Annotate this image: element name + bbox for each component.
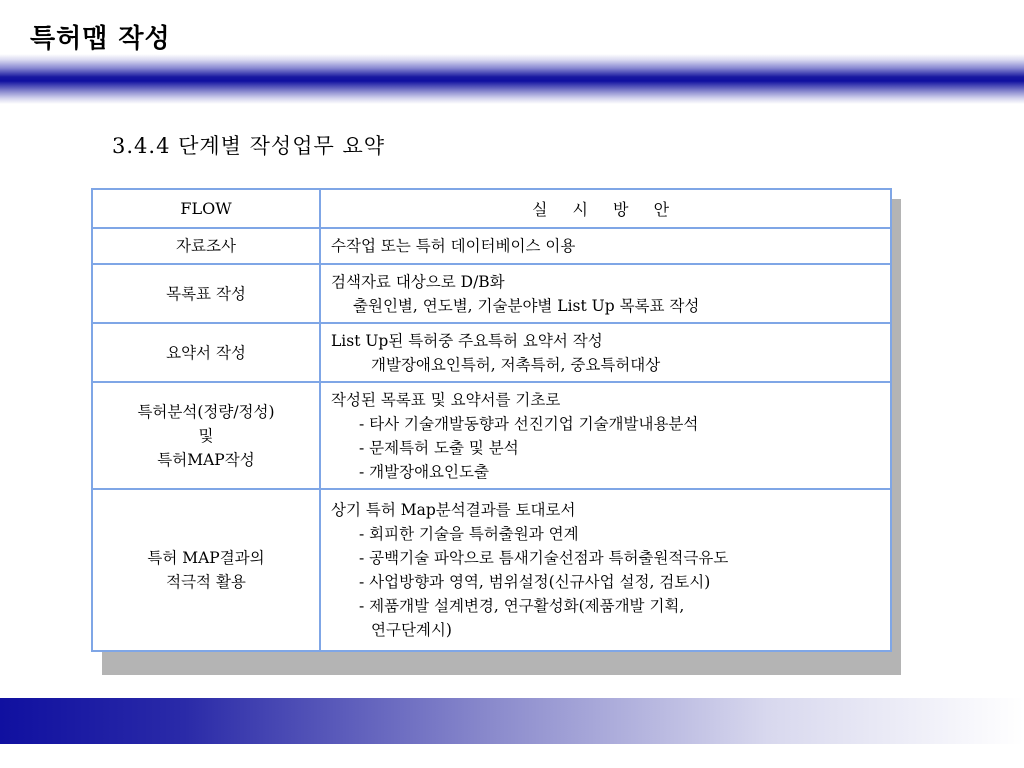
plan-line: - 공백기술 파악으로 틈새기술선점과 특허출원적극유도 <box>359 548 729 567</box>
plan-line: - 개발장애요인도출 <box>359 462 489 481</box>
plan-cell <box>320 489 891 651</box>
plan-cell <box>320 382 891 488</box>
flow-label: 및 <box>198 426 214 445</box>
plan-line: - 문제특허 도출 및 분석 <box>359 438 519 457</box>
plan-line: 작성된 목록표 및 요약서를 기초로 <box>331 390 561 409</box>
flow-label: 특허분석(정량/정성) <box>137 402 275 421</box>
plan-line: - 제품개발 설계변경, 연구활성화(제품개발 기획, <box>359 596 685 615</box>
flow-cell <box>92 489 320 651</box>
flow-label: 특허MAP작성 <box>157 450 255 469</box>
table-row <box>92 382 891 488</box>
flow-label: 자료조사 <box>176 237 236 256</box>
section-title: 3.4.4 단계별 작성업무 요약 <box>112 134 386 158</box>
flow-label: 목록표 작성 <box>166 284 246 303</box>
plan-line: List Up된 특허중 주요특허 요약서 작성 <box>331 331 603 350</box>
plan-line: 개발장애요인특허, 저촉특허, 중요특허대상 <box>371 355 661 374</box>
header-gradient-bar <box>0 54 1024 104</box>
table-row <box>92 264 891 323</box>
table-header-row <box>92 189 891 228</box>
table-row <box>92 489 891 651</box>
plan-cell <box>320 264 891 323</box>
plan-line: - 타사 기술개발동향과 선진기업 기술개발내용분석 <box>359 414 699 433</box>
flow-cell <box>92 323 320 382</box>
plan-line: 상기 특허 Map분석결과를 토대로서 <box>331 500 576 519</box>
header-plan: 실 시 방 안 <box>320 189 891 228</box>
plan-line: 출원인별, 연도별, 기술분야별 List Up 목록표 작성 <box>353 296 700 315</box>
plan-line: 연구단계시) <box>371 620 452 639</box>
flow-cell <box>92 382 320 488</box>
flow-cell <box>92 228 320 264</box>
slide-title: 특허맵 작성 <box>30 24 171 54</box>
flow-label: 적극적 활용 <box>166 572 246 591</box>
plan-cell <box>320 228 891 264</box>
table-row <box>92 228 891 264</box>
plan-line: - 회피한 기술을 특허출원과 연계 <box>359 524 579 543</box>
flow-label: 요약서 작성 <box>166 343 246 362</box>
plan-line: - 사업방향과 영역, 범위설정(신규사업 설정, 검토시) <box>359 572 711 591</box>
table-row <box>92 323 891 382</box>
plan-cell <box>320 323 891 382</box>
plan-line: 수작업 또는 특허 데이터베이스 이용 <box>331 237 576 256</box>
flow-cell <box>92 264 320 323</box>
header-flow: FLOW <box>92 189 320 228</box>
flow-summary-table <box>91 188 892 652</box>
flow-label: 특허 MAP결과의 <box>147 548 265 567</box>
plan-line: 검색자료 대상으로 D/B화 <box>331 272 505 291</box>
footer-gradient-bar <box>0 698 1024 744</box>
